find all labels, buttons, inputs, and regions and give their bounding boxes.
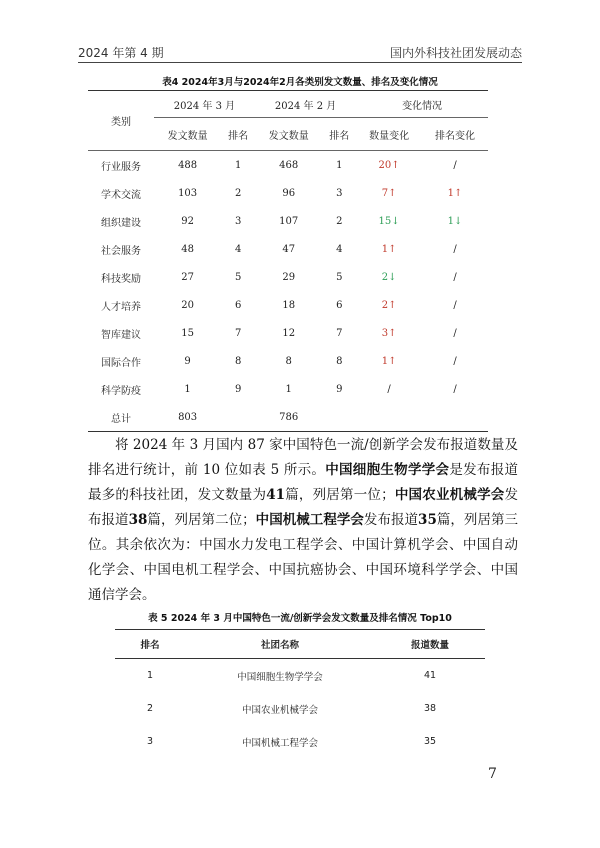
table4-cell-mar-rank: 9 <box>234 383 242 395</box>
header-issue: 2024 年第 4 期 <box>78 46 164 60</box>
table4-cell-feb-count: 1 <box>285 383 292 395</box>
page-number: 7 <box>488 766 497 782</box>
table4-cell-mar-count: 803 <box>154 403 221 432</box>
table4-cell-rank-change: 1↓ <box>447 215 463 227</box>
table4-cell-rank-change: 1↑ <box>447 187 463 199</box>
body-paragraph <box>88 433 518 608</box>
table4-cell-feb-rank: 6 <box>336 299 343 311</box>
para-bold: 41 <box>266 487 285 503</box>
table4-cell-mar-count: 92 <box>181 215 194 227</box>
table5-row <box>115 659 485 693</box>
table4-cell-count-change <box>356 403 422 432</box>
table4-cell-category: 科技奖励 <box>100 273 141 285</box>
table5-header-count: 报道数量 <box>375 630 485 659</box>
table4-header-category: 类别 <box>88 91 154 151</box>
table5-cell-name: 中国农业机械学会 <box>241 704 318 716</box>
table5-cell-count: 35 <box>423 736 437 747</box>
table4-cell-feb-rank: 1 <box>336 159 343 171</box>
table5-cell-rank: 2 <box>146 703 154 714</box>
table4-cell-feb-rank: 9 <box>336 383 343 395</box>
table4-cell-mar-count: 20 <box>181 299 194 311</box>
table4-cell-feb-rank: 4 <box>336 243 343 255</box>
table4-row <box>88 207 488 235</box>
table5 <box>115 629 485 758</box>
table4-cell-category: 科学防疫 <box>100 385 141 397</box>
para-seg: 是发布报道最多的科技社团，发文数量为 <box>88 462 519 503</box>
table5-cell-count: 38 <box>423 703 437 714</box>
table4 <box>88 90 488 432</box>
table4-sub-count: 发文数量 <box>255 118 322 151</box>
header-title: 国内外科技社团发展动态 <box>389 46 522 60</box>
table5-cell-name: 中国细胞生物学学会 <box>237 671 323 683</box>
table4-cell-mar-count: 1 <box>184 383 191 395</box>
table4-cell-count-change: 20↑ <box>378 159 400 171</box>
table4-cell-feb-rank: 7 <box>336 327 343 339</box>
table4-cell-rank-change: / <box>453 271 457 283</box>
paragraph-text <box>88 433 518 608</box>
para-bold: 35 <box>418 512 437 528</box>
table4-cell-category: 组织建设 <box>100 217 141 229</box>
table4-cell-mar-rank: 1 <box>234 159 242 171</box>
table4-cell-feb-count: 96 <box>282 187 296 199</box>
table5-row <box>115 692 485 725</box>
para-seg: 发布报道 <box>363 512 419 528</box>
para-seg: 篇，列居第一位； <box>284 487 395 503</box>
table4-cell-feb-rank: 3 <box>336 187 343 199</box>
table4-cell-rank-change: / <box>453 327 457 339</box>
table4-cell-mar-rank <box>221 403 255 432</box>
table4-cell-rank-change: / <box>453 299 457 311</box>
table4-cell-count-change: / <box>387 383 391 395</box>
para-seg: 篇，列居第二位； <box>147 512 256 528</box>
header-rule <box>78 62 522 63</box>
table5-caption: 表 5 2024 年 3 月中国特色一流/创新学会发文数量及排名情况 Top10 <box>148 613 452 624</box>
table4-cell-feb-count: 12 <box>282 327 296 339</box>
table4-row <box>88 347 488 375</box>
table4-cell-rank-change <box>422 403 488 432</box>
table5-cell-rank: 1 <box>146 670 154 681</box>
table4-row <box>88 403 488 432</box>
table4-cell-count-change: 3↑ <box>381 327 397 339</box>
table4-cell-count-change: 15↓ <box>378 215 400 227</box>
table4-cell-category: 智库建议 <box>100 329 141 341</box>
table4-row <box>88 291 488 319</box>
table4-row <box>88 263 488 291</box>
table4-cell-rank-change: / <box>453 383 457 395</box>
table4-cell-mar-count: 488 <box>178 159 198 171</box>
table4-sub-count: 发文数量 <box>154 118 221 151</box>
table4-cell-mar-count: 103 <box>178 187 198 199</box>
table4-header-row <box>88 91 488 118</box>
para-bold: 中国机械工程学会 <box>255 512 364 528</box>
table4-cell-feb-count: 47 <box>282 243 296 255</box>
para-bold: 38 <box>128 512 148 528</box>
table4-row <box>88 151 488 180</box>
table4-cell-mar-count: 9 <box>184 355 191 367</box>
table4-cell-feb-rank <box>322 403 356 432</box>
table4-cell-count-change: 7↑ <box>381 187 397 199</box>
table5-cell-name: 中国机械工程学会 <box>241 737 318 749</box>
table5-row <box>115 725 485 758</box>
table4-cell-count-change: 2↓ <box>381 271 397 283</box>
table5-cell-count: 41 <box>423 670 437 681</box>
para-bold: 中国农业机械学会 <box>394 487 505 503</box>
table4-cell-category: 社会服务 <box>100 245 141 257</box>
table4-row <box>88 179 488 207</box>
table4-cell-feb-count: 786 <box>255 403 322 432</box>
table4-cell-feb-count: 18 <box>282 299 296 311</box>
table4-cell-mar-rank: 6 <box>234 299 242 311</box>
table4-cell-mar-rank: 8 <box>234 355 242 367</box>
para-seg: 将 2024 年 3 月国内 87 家中国特色一流/创新学会发布报道数量及排名进行统计，前 10 位如表 5 所示。 <box>88 437 518 478</box>
table4-cell-feb-count: 468 <box>279 159 299 171</box>
table5-header-rank: 排名 <box>115 630 185 659</box>
table5-header-name: 社团名称 <box>185 630 375 659</box>
table4-cell-category: 行业服务 <box>100 161 141 173</box>
table4-row <box>88 235 488 263</box>
table4-cell-feb-rank: 2 <box>336 215 343 227</box>
table4-cell-feb-rank: 5 <box>336 271 343 283</box>
para-seg: 篇，列居第三位。其余依次为：中国水力发电工程学会、中国计算机学会、中国自动化学会、中国电机工程学会、中国抗癌协会、中国环境科学学会、中国通信学会。 <box>88 512 519 603</box>
table4-cell-count-change: 1↑ <box>381 243 397 255</box>
table4-cell-category: 人才培养 <box>100 301 141 313</box>
table4-sub-rank-change: 排名变化 <box>422 118 488 151</box>
table4-row <box>88 375 488 403</box>
para-bold: 中国细胞生物学学会 <box>325 462 450 478</box>
table4-cell-feb-count: 107 <box>279 215 299 227</box>
table4-header-feb: 2024 年 2 月 <box>255 91 356 118</box>
table4-cell-mar-rank: 7 <box>234 327 242 339</box>
table5-header-row <box>115 630 485 659</box>
table4-cell-category: 国际合作 <box>100 357 141 369</box>
table4-cell-category: 学术交流 <box>100 189 141 201</box>
table4-cell-rank-change: / <box>453 243 457 255</box>
table4-cell-mar-rank: 3 <box>234 215 242 227</box>
table4-cell-feb-count: 29 <box>282 271 296 283</box>
table4-cell-rank-change: / <box>453 355 457 367</box>
table4-cell-mar-count: 15 <box>181 327 194 339</box>
table4-cell-mar-count: 48 <box>181 243 194 255</box>
table4-sub-rank: 排名 <box>322 118 356 151</box>
table4-caption: 表4 2024年3月与2024年2月各类别发文数量、排名及变化情况 <box>162 77 438 88</box>
table5-cell-rank: 3 <box>146 736 154 747</box>
table4-sub-rank: 排名 <box>221 118 255 151</box>
table4-cell-count-change: 2↑ <box>381 299 397 311</box>
table4-cell-count-change: 1↑ <box>381 355 397 367</box>
table4-cell-rank-change: / <box>453 159 457 171</box>
table4-header-mar: 2024 年 3 月 <box>154 91 255 118</box>
table4-cell-mar-count: 27 <box>181 271 194 283</box>
table4-cell-mar-rank: 4 <box>234 243 242 255</box>
table4-row <box>88 319 488 347</box>
table4-cell-feb-rank: 8 <box>336 355 343 367</box>
table4-cell-mar-rank: 2 <box>234 187 242 199</box>
table4-cell-feb-count: 8 <box>285 355 292 367</box>
para-seg: 发布报道 <box>88 487 519 528</box>
table4-cell-category: 总计 <box>88 403 154 432</box>
table4-sub-count-change: 数量变化 <box>356 118 422 151</box>
table4-header-change: 变化情况 <box>356 91 488 118</box>
table4-cell-mar-rank: 5 <box>234 271 242 283</box>
